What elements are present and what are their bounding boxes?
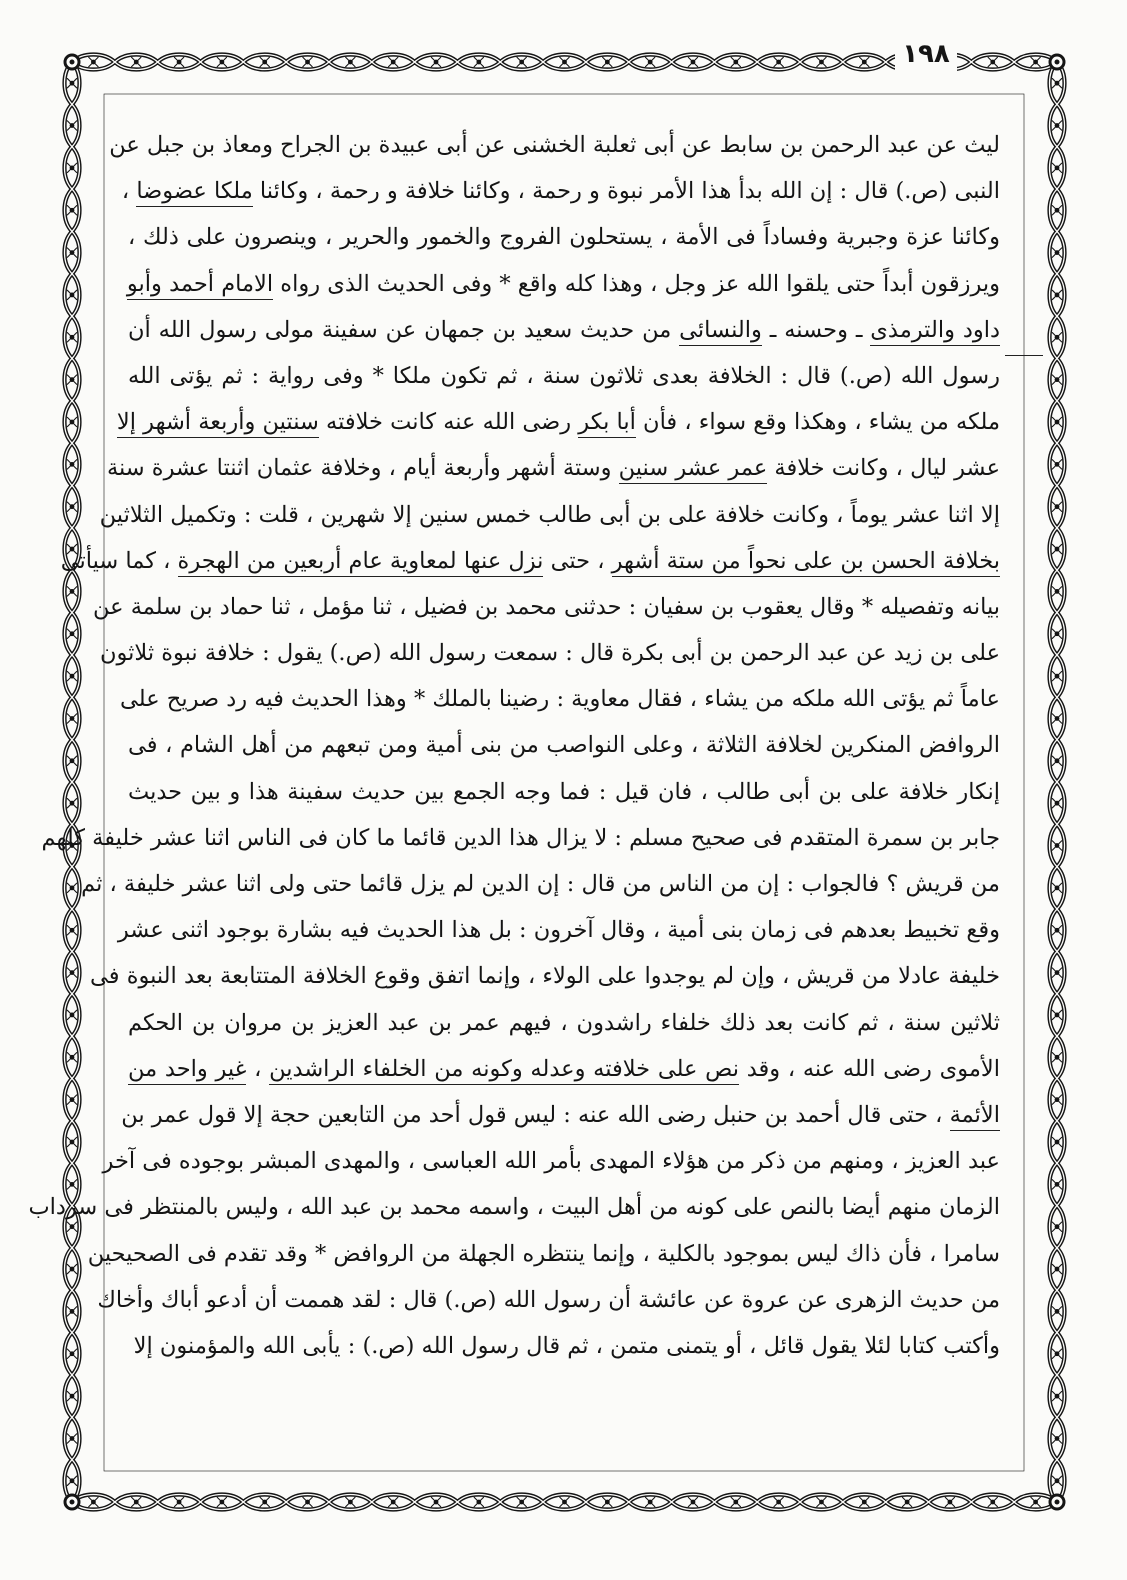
text-line bbox=[128, 1000, 1000, 1046]
text-segment: إلا اثنا عشر يوماً ، وكانت خلافة على بن أبى طالب خمس سنين إلا شهرين ، قلت : وتكميل الثلاثين bbox=[99, 501, 1000, 528]
text-line bbox=[41, 815, 1000, 861]
page-number: ١٩٨ bbox=[895, 36, 957, 72]
underlined-phrase: نزل عنها لمعاوية عام أربعين من الهجرة bbox=[178, 548, 544, 577]
text-segment: على بن زيد عن عبد الرحمن بن أبى بكرة قال : سمعت رسول الله (ص.) يقول : خلافة نبوة ثلاثون bbox=[99, 640, 1000, 667]
text-segment: وستة أشهر وأربعة أيام ، وخلافة عثمان اثنتا عشرة سنة bbox=[106, 455, 619, 482]
text-segment: رسول الله (ص.) قال : الخلافة بعدى ثلاثون سنة ، ثم تكون ملكا * وفى رواية : ثم يؤتى الله bbox=[128, 362, 1000, 389]
text-segment: ملكه من يشاء ، وهكذا وقع سواء ، فأن bbox=[635, 409, 1000, 436]
underlined-phrase: الامام أحمد وأبو bbox=[127, 271, 273, 300]
text-line bbox=[106, 445, 1000, 491]
text-line bbox=[87, 1231, 1000, 1277]
text-segment: ثلاثين سنة ، ثم كانت بعد ذلك خلفاء راشدون ، فيهم عمر بن عبد العزيز بن مروان بن الحكم bbox=[128, 1009, 1000, 1036]
text-segment: عبد العزيز ، ومنهم من ذكر من هؤلاء المهدى بأمر الله العباسى ، والمهدى المبشر بوجوده فى آخر bbox=[102, 1148, 1000, 1175]
text-line bbox=[128, 1323, 1000, 1369]
text-segment: ويرزقون أبداً حتى يلقوا الله عز وجل ، وهذا كله واقع * وفى الحديث الذى رواه bbox=[273, 270, 1000, 297]
text-segment: ، bbox=[121, 178, 137, 205]
text-line bbox=[116, 399, 1000, 445]
text-segment: خليفة عادلا من قريش ، وإن لم يوجدوا على الولاء ، وإنما اتفق وقوع الخلافة المتتابعة بعد النبوة فى bbox=[90, 963, 1000, 990]
text-line bbox=[60, 538, 1000, 584]
underlined-phrase: سنتين وأربعة أشهر إلا bbox=[117, 409, 319, 438]
underlined-phrase: بخلافة الحسن بن على نحواً من ستة أشهر bbox=[612, 548, 1000, 577]
text-line bbox=[81, 861, 1000, 907]
text-line bbox=[109, 122, 1000, 168]
text-line bbox=[128, 261, 1000, 307]
text-line bbox=[121, 168, 1000, 214]
underlined-phrase: ملكا عضوضا bbox=[136, 178, 252, 207]
text-line bbox=[128, 1046, 1000, 1092]
text-line bbox=[120, 676, 1000, 722]
text-segment: ، كما سيأتى bbox=[60, 547, 178, 574]
text-line bbox=[128, 769, 1000, 815]
border-left-chain bbox=[65, 62, 80, 1502]
text-segment: الأموى رضى الله عنه ، وقد bbox=[738, 1055, 1000, 1082]
underlined-phrase: الأئمة bbox=[950, 1102, 1000, 1131]
text-segment: من حديث الزهرى عن عروة عن عائشة أن رسول الله (ص.) قال : لقد هممت أن أدعو أباك وأخاك bbox=[97, 1286, 1000, 1313]
text-line bbox=[93, 584, 1000, 630]
border-right-chain bbox=[1050, 62, 1065, 1502]
text-segment: ، حتى bbox=[543, 547, 612, 574]
body-text bbox=[28, 122, 1000, 1369]
text-segment: النبى (ص.) قال : إن الله بدأ هذا الأمر نبوة و رحمة ، وكائنا خلافة و رحمة ، وكائنا bbox=[252, 178, 1000, 205]
text-segment: الروافض المنكرين لخلافة الثلاثة ، وعلى النواصب من بنى أمية ومن تبعهم من أهل الشام ، فى bbox=[128, 732, 1000, 759]
text-segment: بيانه وتفصيله * وقال يعقوب بن سفيان : حدثنى محمد بن فضيل ، ثنا مؤمل ، ثنا حماد بن سلمة عن bbox=[93, 593, 1000, 620]
text-segment: ، bbox=[246, 1055, 270, 1082]
text-line bbox=[97, 1277, 1000, 1323]
text-segment: الزمان منهم أيضا بالنص على كونه من أهل البيت ، واسمه محمد بن عبد الله ، وليس بالمنتظر فى سرداب bbox=[28, 1194, 1000, 1221]
text-line bbox=[28, 1184, 1000, 1230]
underlined-phrase: عمر عشر سنين bbox=[619, 455, 768, 484]
text-line bbox=[128, 353, 1000, 399]
text-line bbox=[117, 907, 1000, 953]
text-segment: جابر بن سمرة المتقدم فى صحيح مسلم : لا يزال هذا الدين قائما ما كان فى الناس اثنا عشر خليفة كلهم bbox=[41, 824, 1000, 851]
text-segment: ليث عن عبد الرحمن بن سابط عن أبى ثعلبة الخشنى عن أبى عبيدة بن الجراح ومعاذ بن جبل عن bbox=[109, 132, 1000, 158]
text-segment: من قريش ؟ فالجواب : إن من الناس من قال : إن الدين لم يزل قائما حتى ولى اثنا عشر خليفة ، ثم bbox=[81, 871, 1000, 897]
text-line bbox=[128, 214, 1000, 260]
margin-mark bbox=[1005, 355, 1043, 356]
text-segment: ، حتى قال أحمد بن حنبل رضى الله عنه : ليس قول أحد من التابعين حجة إلا قول عمر بن bbox=[121, 1101, 950, 1128]
border-bottom-chain bbox=[72, 1495, 1057, 1510]
text-line bbox=[99, 630, 1000, 676]
text-line bbox=[128, 722, 1000, 768]
underlined-phrase: داود والترمذى bbox=[870, 317, 1000, 346]
underlined-phrase: والنسائى bbox=[679, 317, 762, 346]
text-line bbox=[99, 492, 1000, 538]
text-segment: عاماً ثم يؤتى الله ملكه من يشاء ، فقال معاوية : رضينا بالملك * وهذا الحديث فيه رد صريح على bbox=[120, 686, 1000, 713]
text-segment: إنكار خلافة على بن أبى طالب ، فان قيل : فما وجه الجمع بين حديث سفينة هذا و بين حديث bbox=[128, 778, 1000, 805]
text-segment: سامرا ، فأن ذاك ليس بموجود بالكلية ، وإنما ينتظره الجهلة من الروافض * وقد تقدم فى الصحيحين bbox=[87, 1240, 1000, 1267]
underlined-phrase: أبا بكر bbox=[578, 409, 636, 438]
text-segment: عشر ليال ، وكانت خلافة bbox=[767, 455, 1000, 482]
text-segment: وقع تخبيط بعدهم فى زمان بنى أمية ، وقال آخرون : بل هذا الحديث فيه بشارة بوجود اثنى عشر bbox=[117, 917, 1000, 944]
text-segment: وكائنا عزة وجبرية وفساداً فى الأمة ، يستحلون الفروج والخمور والحرير ، وينصرون على ذلك ، bbox=[128, 224, 1000, 251]
text-segment: رضى الله عنه كانت خلافته bbox=[318, 409, 579, 436]
text-line bbox=[128, 307, 1000, 353]
underlined-phrase: نص على خلافته وعدله وكونه من الخلفاء الراشدين bbox=[269, 1056, 739, 1085]
text-line bbox=[90, 953, 1000, 999]
text-segment: من حديث سعيد بن جمهان عن سفينة مولى رسول الله أن bbox=[128, 316, 680, 343]
underlined-phrase: غير واحد من bbox=[128, 1056, 246, 1085]
text-segment: ـ وحسنه ـ bbox=[761, 316, 871, 343]
text-line bbox=[121, 1092, 1000, 1138]
text-segment: وأكتب كتابا لئلا يقول قائل ، أو يتمنى متمن ، ثم قال رسول الله (ص.) : يأبى الله والمؤمنون إلا bbox=[133, 1332, 1000, 1359]
text-line bbox=[102, 1138, 1000, 1184]
